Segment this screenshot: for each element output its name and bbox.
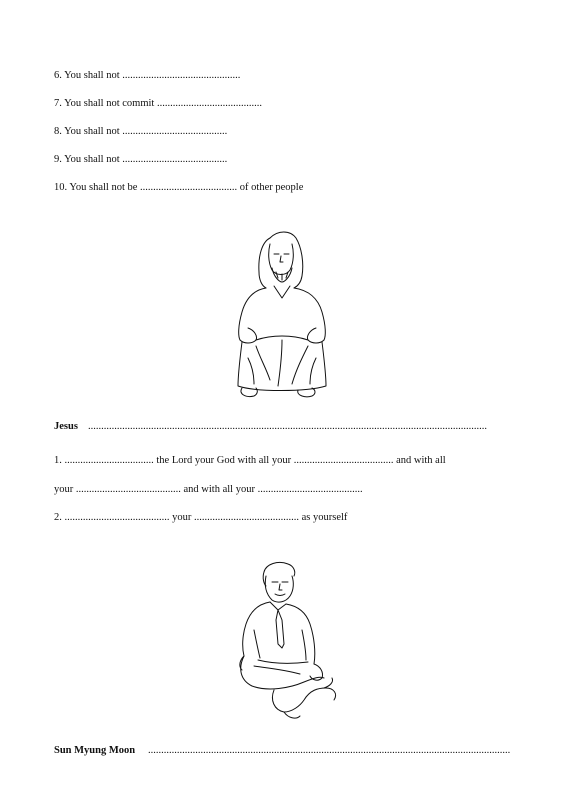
great-commandment-1: 1. .................................. the Lord your God with all your ...................................... and with all [54, 455, 446, 466]
sun-myung-moon-illustration [234, 560, 346, 726]
jesus-illustration [226, 228, 338, 404]
jesus-label: Jesus [54, 421, 78, 432]
commandment-8: 8. You shall not ........................................ [54, 126, 228, 137]
jesus-answer-line: ........................................................................................................................................................ [88, 421, 487, 432]
commandment-6: 6. You shall not ............................................. [54, 70, 241, 81]
commandment-10: 10. You shall not be ..................................... of other people [54, 182, 304, 193]
great-commandment-1-continued: your ........................................ and with all your ........................................ [54, 484, 363, 495]
moon-label: Sun Myung Moon [54, 745, 136, 756]
commandment-9: 9. You shall not ........................................ [54, 154, 228, 165]
commandment-7: 7. You shall not commit ........................................ [54, 98, 262, 109]
moon-answer-line: .......................................................................................................................................... [148, 745, 511, 756]
great-commandment-2: 2. ........................................ your ........................................ as yourself [54, 512, 348, 523]
